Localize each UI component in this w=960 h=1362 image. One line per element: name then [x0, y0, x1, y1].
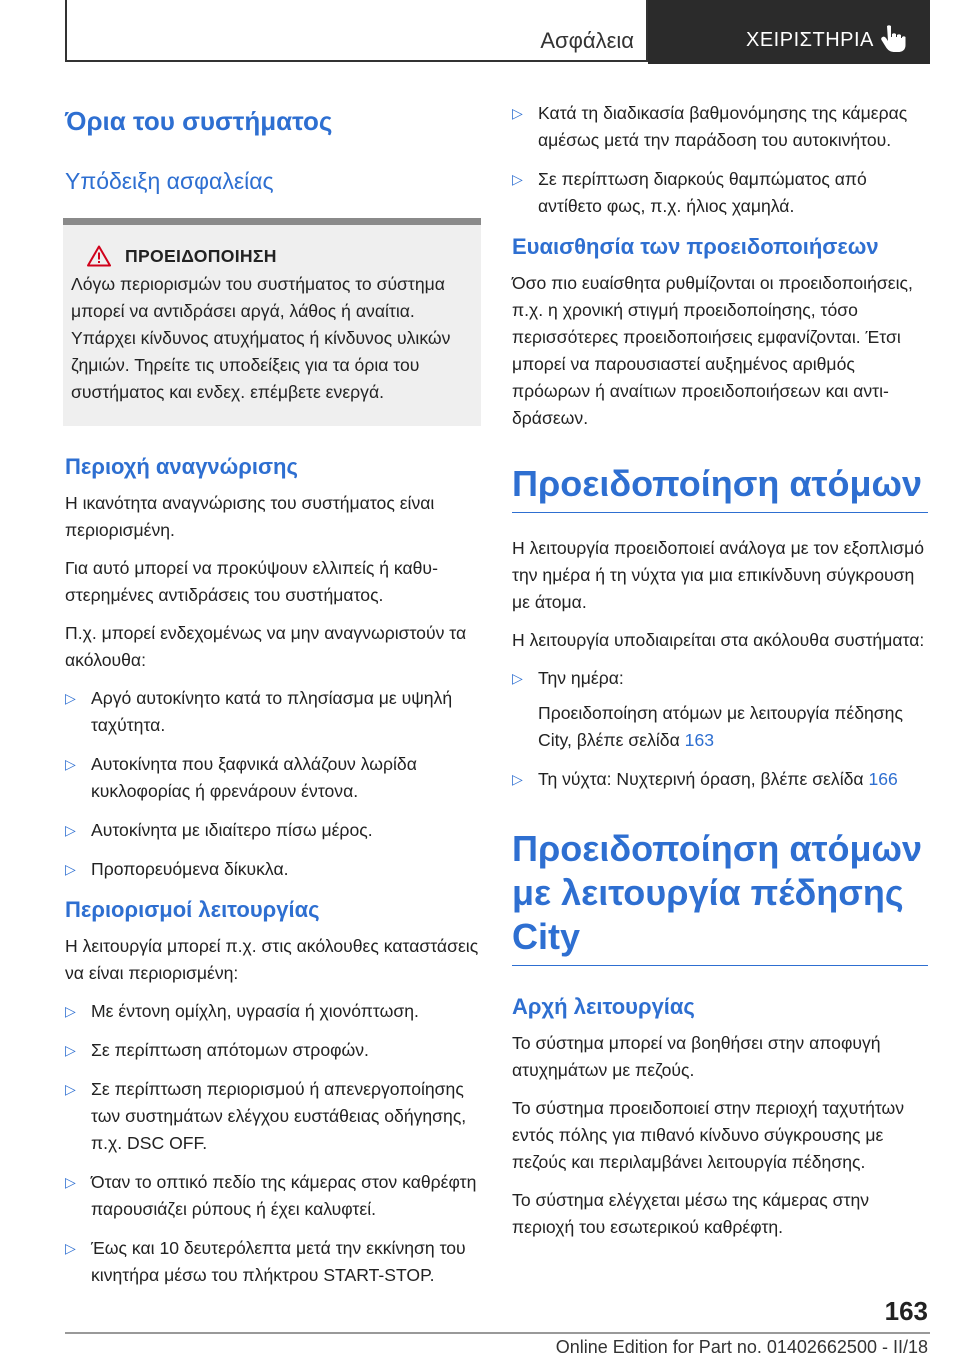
list-item: ▷ Έως και 10 δευτερόλεπτα μετά την εκκίνηση του κινητήρα μέσω του πλήκτρου START-STOP. — [65, 1235, 481, 1289]
paragraph: Το σύστημα ελέγχεται μέσω της κάμερας στην περιοχή του εσωτερικού καθρέφτη. — [512, 1190, 870, 1237]
paragraph: Η λειτουργία προειδοποιεί ανάλογα με τον εξοπλισμό την ημέρα ή τη νύχτα για μια επικίνδυνη σύγκρουση με άτομα. — [512, 538, 925, 612]
list-item: ▷ Αυτοκίνητα που ξαφνικά αλλάζουν λωρίδα κυκλοφορίας ή φρενάρουν έντονα. — [65, 751, 481, 805]
triangle-bullet-icon: ▷ — [512, 771, 523, 787]
list-item: ▷ Σε περίπτωση διαρκούς θαμπώματος από αντίθετο φως, π.χ. ήλιος χαμηλά. — [512, 166, 928, 220]
list-item: ▷ Με έντονη ομίχλη, υγρασία ή χιονόπτωση. — [65, 998, 481, 1025]
list-item: ▷ Αυτοκίνητα με ιδιαίτερο πίσω μέρος. — [65, 817, 481, 844]
page-header — [65, 0, 930, 66]
day-text-block — [538, 700, 928, 754]
systems-list — [512, 665, 928, 793]
triangle-bullet-icon: ▷ — [65, 756, 76, 772]
warning-triangle-icon — [87, 245, 111, 267]
heading-city-braking: Προειδοποίηση ατόμων με λειτουργία πέδησης City — [512, 827, 928, 966]
paragraph: Το σύστημα προειδοποιεί στην περιοχή ταχυτήτων εντός πόλης για πιθανό κίνδυνο σύγκρουσης με πεζούς και περιλαμβάνει λειτουργία πέδησης. — [512, 1098, 905, 1172]
page-link-163[interactable]: 163 — [684, 730, 715, 750]
heading-principle: Αρχή λειτουργίας — [512, 994, 695, 1019]
paragraph: Η λειτουργία υποδιαιρείται στα ακόλουθα συστήματα: — [512, 630, 925, 650]
paragraph: Για αυτό μπορεί να προκύψουν ελλιπείς ή καθυστερημένες αντιδράσεις του συστήματος. — [65, 558, 438, 605]
page-link-166[interactable]: 166 — [868, 769, 898, 789]
triangle-bullet-icon: ▷ — [65, 1174, 76, 1190]
warning-title — [71, 245, 471, 267]
hand-pointer-icon — [876, 22, 908, 54]
heading-detection-range: Περιοχή αναγνώρισης — [65, 454, 298, 479]
triangle-bullet-icon: ▷ — [65, 822, 76, 838]
chapter-tab — [648, 0, 930, 64]
list-item — [512, 665, 928, 754]
day-label: Την ημέρα: — [538, 668, 624, 688]
page-number: 163 — [884, 1296, 928, 1326]
paragraph: Η ικανότητα αναγνώρισης του συστήματος είναι περιορισμένη. — [65, 493, 435, 540]
footer-divider — [65, 1332, 930, 1334]
triangle-bullet-icon: ▷ — [512, 105, 523, 121]
warning-label: ΠΡΟΕΙΔΟΠΟΙΗΣΗ — [125, 245, 277, 266]
heading-system-limits: Όρια του συστήματος — [65, 106, 333, 136]
day-text: Προειδοποίηση ατόμων με λειτουργία πέδησης City, βλέπε σελίδα — [538, 703, 903, 750]
list-item: ▷ Όταν το οπτικό πεδίο της κάμερας στον καθρέφτη παρουσιάζει ρύπους ή έχει καλυφτεί. — [65, 1169, 481, 1223]
list-item — [512, 766, 928, 793]
heading-warning-sensitivity: Ευαισθησία των προειδοποιήσεων — [512, 234, 879, 259]
paragraph: Η λειτουργία μπορεί π.χ. στις ακόλουθες καταστάσεις να είναι περιορισμένη: — [65, 936, 479, 983]
detection-list — [65, 685, 481, 883]
footer-edition: Online Edition for Part no. 01402662500 - II/18 — [555, 1337, 928, 1357]
section-tab — [65, 0, 648, 62]
list-item: ▷ Προπορευόμενα δίκυκλα. — [65, 856, 481, 883]
heading-safety-note: Υπόδειξη ασφαλείας — [65, 168, 274, 194]
triangle-bullet-icon: ▷ — [512, 670, 523, 686]
list-item: ▷ Σε περίπτωση περιορισμού ή απενεργοποίησης των συστημάτων ελέγχου ευστάθειας οδήγησης, π.χ. DSC OFF. — [65, 1076, 481, 1157]
paragraph: Όσο πιο ευαίσθητα ρυθμίζονται οι προειδοποιήσεις, π.χ. η χρονική στιγμή προειδοποίησης, τόσο περισσότερες προειδοποιήσεις εμφανίζονται. Έτσι μπορεί να παρουσιαστεί αυξημένος αριθμός πρόωρων ή αναίτιων προειδοποιήσεων και αντιδράσεων. — [512, 273, 913, 428]
list-item: ▷ Σε περίπτωση απότομων στροφών. — [65, 1037, 481, 1064]
triangle-bullet-icon: ▷ — [65, 1003, 76, 1019]
triangle-bullet-icon: ▷ — [512, 171, 523, 187]
warning-box — [63, 218, 481, 426]
limits-list-continued — [512, 100, 928, 220]
right-column — [512, 100, 928, 1252]
triangle-bullet-icon: ▷ — [65, 1042, 76, 1058]
paragraph: Το σύστημα μπορεί να βοηθήσει στην αποφυγή ατυχημάτων με πεζούς. — [512, 1033, 881, 1080]
paragraph: Π.χ. μπορεί ενδεχομένως να μην αναγνωριστούν τα ακόλουθα: — [65, 623, 467, 670]
triangle-bullet-icon: ▷ — [65, 861, 76, 877]
limits-list — [65, 998, 481, 1289]
triangle-bullet-icon: ▷ — [65, 1240, 76, 1256]
list-item: ▷ Αργό αυτοκίνητο κατά το πλησίασμα με υψηλή ταχύτητα. — [65, 685, 481, 739]
section-title: Ασφάλεια — [540, 28, 634, 53]
heading-person-warning: Προειδοποίηση ατόμων — [512, 462, 928, 513]
warning-text: Λόγω περιορισμών του συστήματος το σύστημα μπορεί να αντιδράσει αργά, λάθος ή αναίτια. Υπάρχει κίνδυνος ατυχήματος ή κίνδυνος υλικών ζημιών. Τηρείτε τις υποδείξεις για τα όρια του συστήματος και ενδεχ. επέμβετε ενεργά. — [71, 274, 451, 402]
left-column — [65, 100, 481, 1301]
night-text: Τη νύχτα: Νυχτερινή όραση, βλέπε σελίδα — [538, 769, 864, 789]
triangle-bullet-icon: ▷ — [65, 690, 76, 706]
list-item: ▷ Κατά τη διαδικασία βαθμονόμησης της κάμερας αμέσως μετά την παράδοση του αυτοκινήτου. — [512, 100, 928, 154]
triangle-bullet-icon: ▷ — [65, 1081, 76, 1097]
chapter-title: ΧΕΙΡΙΣΤΗΡΙΑ — [746, 29, 874, 51]
heading-function-limits: Περιορισμοί λειτουργίας — [65, 897, 320, 922]
